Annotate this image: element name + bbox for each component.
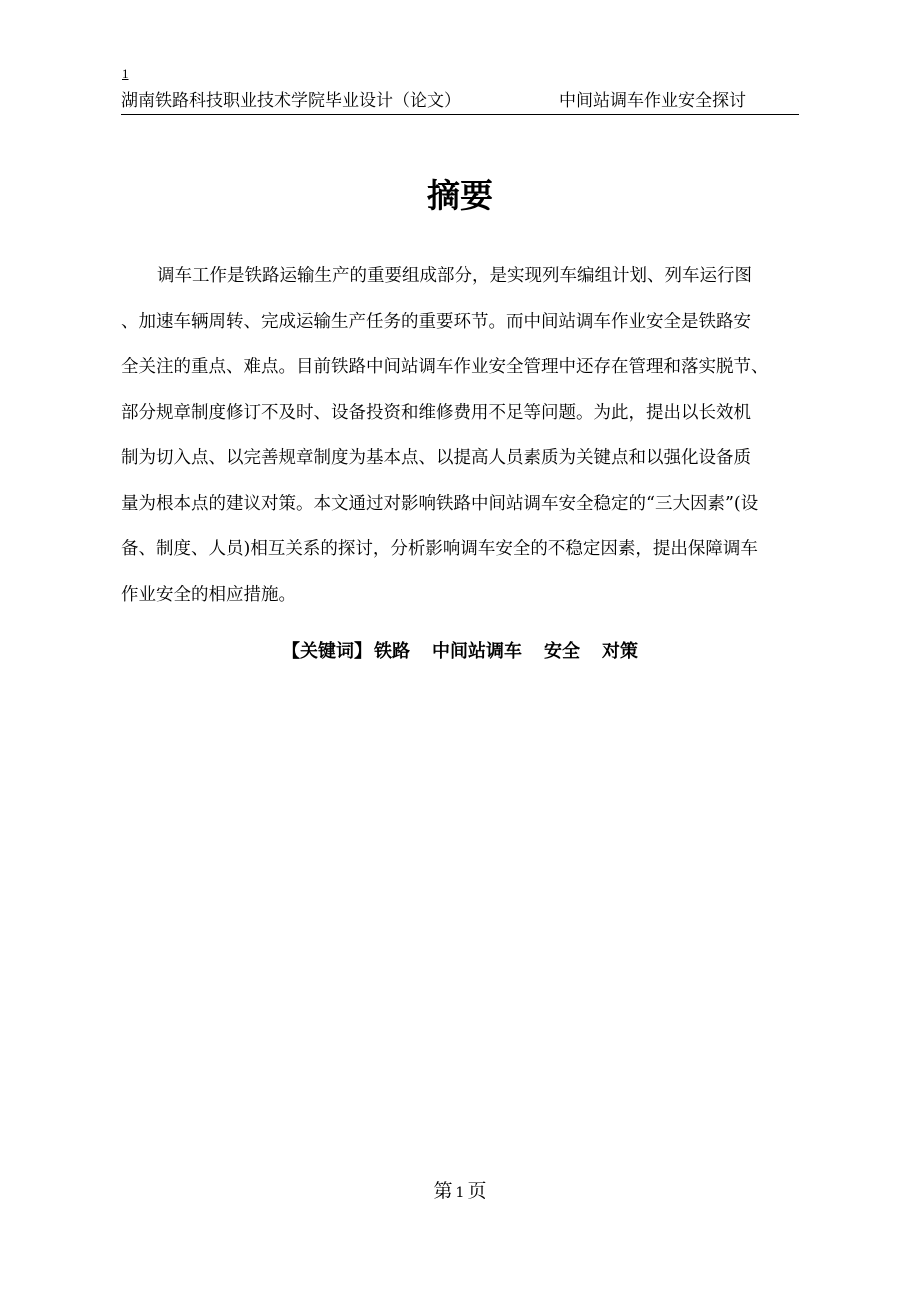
page-marker: 1 <box>122 66 129 81</box>
keyword-item: 对策 <box>602 641 638 662</box>
abstract-line: 作业安全的相应措施。 <box>121 584 296 605</box>
abstract-line: 、加速车辆周转、完成运输生产任务的重要环节。而中间站调车作业安全是铁路安 <box>121 311 751 332</box>
abstract-body <box>121 254 800 618</box>
abstract-line: 制为切入点、以完善规章制度为基本点、以提高人员素质为关键点和以强化设备质 <box>121 448 751 468</box>
keyword-item: 中间站调车 <box>432 641 522 662</box>
abstract-line: 全关注的重点、难点。目前铁路中间站调车作业安全管理中还存在管理和落实脱节、 <box>121 357 769 377</box>
page-number: 1 <box>455 1185 465 1201</box>
abstract-line: 部分规章制度修订不及时、设备投资和维修费用不足等问题。为此，提出以长效机 <box>121 402 751 423</box>
abstract-line: 调车工作是铁路运输生产的重要组成部分，是实现列车编组计划、列车运行图 <box>157 266 752 286</box>
keywords <box>0 636 920 668</box>
footer-suffix: 页 <box>467 1180 487 1202</box>
keyword-item: 铁路 <box>374 641 410 662</box>
abstract-line: 量为根本点的建议对策。本文通过对影响铁路中间站调车安全稳定的“三大因素”(设 <box>121 493 759 514</box>
header-thesis-title: 中间站调车作业安全探讨 <box>559 91 746 111</box>
header-school: 湖南铁路科技职业技术学院毕业设计（论文） <box>121 91 461 111</box>
footer-prefix: 第 <box>433 1180 453 1202</box>
keyword-item: 安全 <box>544 641 580 662</box>
abstract-line: 备、制度、人员)相互关系的探讨，分析影响调车安全的不稳定因素，提出保障调车 <box>121 539 758 559</box>
page-header <box>121 88 799 115</box>
page-footer <box>0 1177 920 1207</box>
page-title: 摘要 <box>427 176 493 215</box>
keywords-label: 【关键词】 <box>282 641 372 662</box>
